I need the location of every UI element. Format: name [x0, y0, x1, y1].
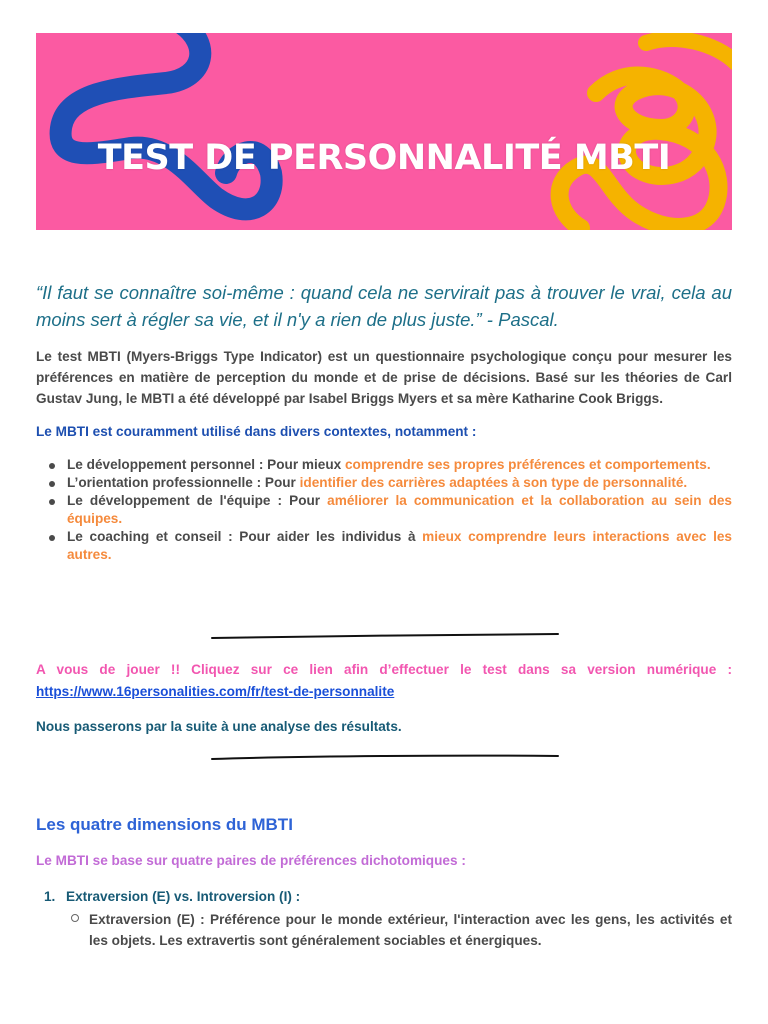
list-item — [67, 474, 732, 492]
divider-line — [210, 632, 560, 640]
item-highlight: améliorer la communication et la collaboration au sein des équipes. — [67, 493, 732, 526]
personality-test-link[interactable]: https://www.16personalities.com/fr/test-de-personnalite — [36, 684, 395, 699]
bullet-icon — [49, 499, 55, 505]
item-number: 1. — [44, 889, 56, 904]
item-lead: Le développement personnel : Pour mieux — [67, 457, 345, 472]
section-title: Les quatre dimensions du MBTI — [36, 815, 293, 834]
header-banner — [36, 33, 732, 230]
subitem-text: Préférence pour le monde extérieur, l'interaction avec les gens, les activités et les objets. Les extravertis sont généralement sociables et énergiques. — [89, 912, 732, 948]
cta-text: A vous de jouer !! Cliquez sur ce lien afin d’effectuer le test dans sa version numérique : — [36, 662, 732, 677]
next-step-text: Nous passerons par la suite à une analyse des résultats. — [36, 719, 402, 734]
section-subtitle: Le MBTI se base sur quatre paires de préférences dichotomiques : — [36, 853, 466, 868]
blue-squiggle — [61, 33, 272, 209]
bullet-icon — [49, 463, 55, 469]
pascal-quote: “Il faut se connaître soi-même : quand cela ne servirait pas à trouver le vrai, cela au moins sert à régler sa vie, et il n'y a rien de plus juste.” - Pascal. — [36, 282, 732, 330]
dimension-subitem — [89, 909, 732, 951]
dimension-label: Extraversion (E) vs. Introversion (I) : — [66, 889, 301, 904]
circle-bullet-icon — [71, 914, 79, 922]
cta-paragraph — [36, 659, 732, 703]
divider-line — [210, 753, 560, 761]
page-title: TEST DE PERSONNALITÉ MBTI — [97, 138, 671, 178]
dimension-item — [36, 889, 732, 904]
bullet-icon — [49, 535, 55, 541]
uses-heading: Le MBTI est couramment utilisé dans divers contextes, notamment : — [36, 424, 477, 439]
intro-paragraph: Le test MBTI (Myers-Briggs Type Indicator) est un questionnaire psychologique conçu pour mesurer les préférences en matière de perception du monde et de prise de décisions. Basé sur les théories de Carl Gustav Jung, le MBTI a été développé par Isabel Briggs Myers et sa mère Katharine Cook Briggs. — [36, 349, 732, 406]
list-item — [67, 492, 732, 528]
bullet-icon — [49, 481, 55, 487]
item-highlight: mieux comprendre leurs interactions avec les autres. — [67, 529, 732, 562]
item-lead: L’orientation professionnelle : Pour — [67, 475, 300, 490]
item-lead: Le coaching et conseil : Pour aider les individus à — [67, 529, 423, 544]
yellow-squiggle-2 — [646, 39, 732, 63]
list-item — [67, 528, 732, 564]
item-highlight: comprendre ses propres préférences et comportements. — [344, 457, 711, 472]
subitem-term: Extraversion (E) : — [89, 912, 210, 927]
item-highlight: identifier des carrières adaptées à son type de personnalité. — [299, 475, 688, 490]
decorative-squiggles — [36, 33, 732, 230]
item-lead: Le développement de l'équipe : Pour — [67, 493, 328, 508]
list-item — [67, 456, 732, 474]
uses-list — [36, 456, 732, 564]
